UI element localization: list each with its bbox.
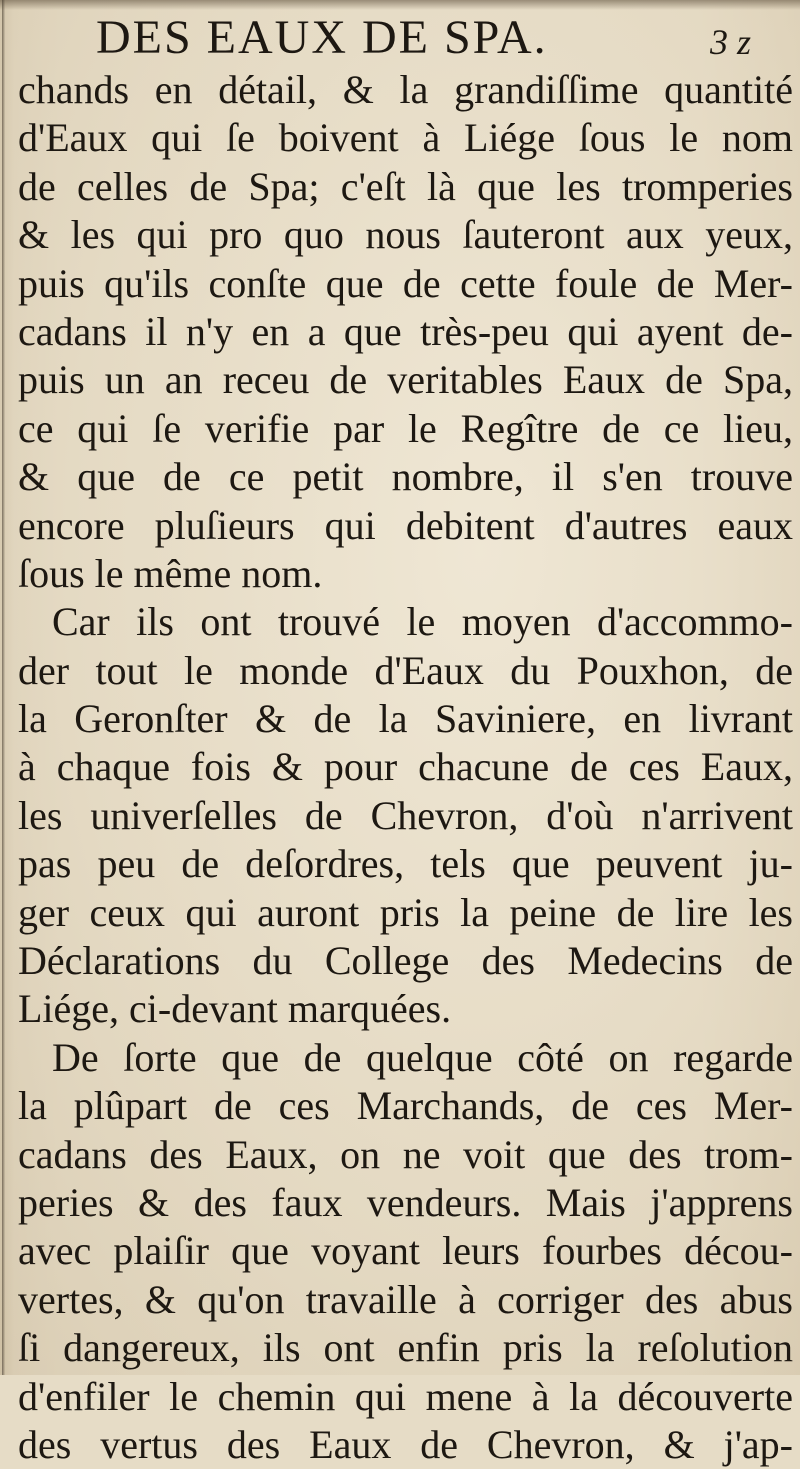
running-head: DES EAUX DE SPA. [96, 11, 548, 64]
text-line: d'enfiler le chemin qui mene à la découverte [18, 1373, 793, 1419]
paragraph-start-line: De ſorte que de quelque côté on regarde [52, 1034, 793, 1080]
page-header [0, 8, 800, 64]
text-line: puis qu'ils conſte que de cette foule de Mer- [18, 260, 793, 306]
text-line: puis un an receu de veritables Eaux de Spa, [18, 357, 793, 403]
text-line: d'Eaux qui ſe boivent à Liége ſous le nom [18, 115, 793, 161]
text-line: chands en détail, & la grandiſſime quantité [18, 67, 793, 112]
text-line: ger ceux qui auront pris la peine de lire les [18, 889, 793, 935]
page-gutter-shadow [2, 0, 5, 1375]
text-line: les univerſelles de Chevron, d'où n'arrivent [18, 792, 793, 838]
text-line: der tout le monde d'Eaux du Pouxhon, de [18, 647, 793, 693]
text-line: peries & des faux vendeurs. Mais j'apprens [18, 1179, 793, 1225]
body-text [18, 66, 793, 1469]
text-line: cadans des Eaux, on ne voit que des trom- [18, 1131, 793, 1177]
text-line: & les qui pro quo nous ſauteront aux yeux, [18, 212, 793, 258]
text-line: ſous le même nom. [18, 550, 323, 596]
text-line: cadans il n'y en a que très-peu qui ayent de- [18, 308, 793, 354]
paragraph-start-line: Car ils ont trouvé le moyen d'accommo- [52, 599, 793, 645]
text-line: avec plaiſir que voyant leurs fourbes décou- [18, 1228, 793, 1274]
text-line: Liége, ci-devant marquées. [18, 986, 452, 1032]
text-line: encore pluſieurs qui debitent d'autres eaux [18, 502, 793, 548]
text-line: ſi dangereux, ils ont enfin pris la reſolution [18, 1325, 793, 1371]
text-line: à chaque fois & pour chacune de ces Eaux, [18, 744, 793, 790]
text-line: la Geronſter & de la Saviniere, en livrant [18, 696, 793, 742]
text-line: de celles de Spa; c'eſt là que les tromperies [18, 163, 793, 209]
text-line: Déclarations du College des Medecins de [18, 938, 793, 984]
page-number: 3 z [710, 22, 752, 62]
text-line: des vertus des Eaux de Chevron, & j'ap- [18, 1421, 793, 1467]
text-line: ce qui ſe verifie par le Regître de ce lieu, [18, 405, 793, 451]
text-line: vertes, & qu'on travaille à corriger des abus [18, 1276, 793, 1322]
text-line: pas peu de deſordres, tels que peuvent ju- [18, 841, 793, 887]
text-line: la plûpart de ces Marchands, de ces Mer- [18, 1083, 793, 1129]
text-line: & que de ce petit nombre, il s'en trouve [18, 454, 793, 500]
